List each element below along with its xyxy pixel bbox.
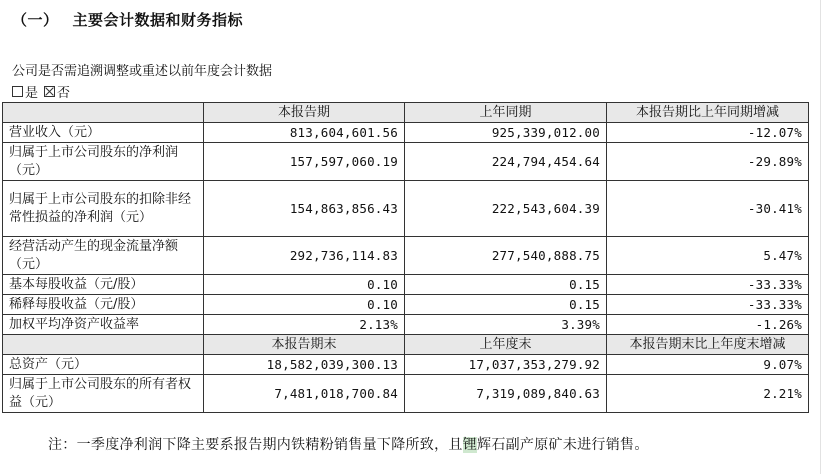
current-value: 7,481,018,700.84	[204, 375, 405, 413]
row-label: 稀释每股收益（元/股）	[3, 295, 204, 315]
table-row	[3, 181, 809, 237]
change-value: -1.26%	[607, 315, 809, 335]
change-value: 5.47%	[607, 237, 809, 275]
header-cell: 本报告期比上年同期增减	[607, 103, 809, 123]
table-subheader-row	[3, 335, 809, 355]
previous-value: 925,339,012.00	[405, 123, 607, 143]
previous-value: 222,543,604.39	[405, 181, 607, 237]
change-value: -33.33%	[607, 295, 809, 315]
row-label: 归属于上市公司股东的净利润（元）	[3, 143, 204, 181]
financial-data-table	[2, 102, 809, 413]
change-value: 9.07%	[607, 355, 809, 375]
section-heading: 主要会计数据和财务指标	[72, 11, 244, 29]
header-cell: 本报告期	[204, 103, 405, 123]
header-cell	[3, 103, 204, 123]
row-label: 归属于上市公司股东的所有者权益（元）	[3, 375, 204, 413]
previous-value: 0.15	[405, 275, 607, 295]
previous-value: 7,319,089,840.63	[405, 375, 607, 413]
section-number: （一）	[12, 11, 59, 29]
previous-value: 224,794,454.64	[405, 143, 607, 181]
row-label: 归属于上市公司股东的扣除非经常性损益的净利润（元）	[3, 181, 204, 237]
current-value: 2.13%	[204, 315, 405, 335]
table-row	[3, 237, 809, 275]
previous-value: 0.15	[405, 295, 607, 315]
change-value: -29.89%	[607, 143, 809, 181]
row-label: 营业收入（元）	[3, 123, 204, 143]
table-row	[3, 315, 809, 335]
section-title	[12, 9, 243, 30]
row-label: 总资产（元）	[3, 355, 204, 375]
row-label: 加权平均净资产收益率	[3, 315, 204, 335]
row-label: 基本每股收益（元/股）	[3, 275, 204, 295]
choice-no-label: 否	[57, 86, 71, 101]
choice-yes[interactable]	[12, 82, 38, 101]
restatement-question: 公司是否需追溯调整或重述以前年度会计数据	[12, 64, 273, 79]
table-row	[3, 375, 809, 413]
current-value: 813,604,601.56	[204, 123, 405, 143]
footnote-text-end: 辉石副产原矿未进行销售。	[477, 437, 649, 453]
footnote-text-start: 注：一季度净利润下降主要系报告期内铁精粉销售量下降所致，且	[48, 437, 463, 453]
current-value: 18,582,039,300.13	[204, 355, 405, 375]
table-row	[3, 123, 809, 143]
table-row	[3, 355, 809, 375]
footnote	[48, 434, 649, 454]
change-value: -12.07%	[607, 123, 809, 143]
checked-checkbox-icon[interactable]	[44, 86, 55, 97]
highlighted-character[interactable]: 锂	[462, 437, 478, 453]
unchecked-checkbox-icon[interactable]	[12, 86, 23, 97]
table-row	[3, 143, 809, 181]
change-value: -33.33%	[607, 275, 809, 295]
header-cell	[3, 335, 204, 355]
choice-yes-label: 是	[25, 86, 39, 101]
choice-no[interactable]	[44, 82, 70, 101]
previous-value: 3.39%	[405, 315, 607, 335]
change-value: -30.41%	[607, 181, 809, 237]
header-cell: 本报告期末	[204, 335, 405, 355]
previous-value: 17,037,353,279.92	[405, 355, 607, 375]
header-cell: 上年同期	[405, 103, 607, 123]
table-row	[3, 295, 809, 315]
current-value: 157,597,060.19	[204, 143, 405, 181]
current-value: 154,863,856.43	[204, 181, 405, 237]
table-header-row	[3, 103, 809, 123]
page-edge-divider	[820, 0, 821, 474]
current-value: 0.10	[204, 295, 405, 315]
row-label: 经营活动产生的现金流量净额（元）	[3, 237, 204, 275]
current-value: 0.10	[204, 275, 405, 295]
previous-value: 277,540,888.75	[405, 237, 607, 275]
change-value: 2.21%	[607, 375, 809, 413]
header-cell: 上年度末	[405, 335, 607, 355]
header-cell: 本报告期末比上年度末增减	[607, 335, 809, 355]
current-value: 292,736,114.83	[204, 237, 405, 275]
restatement-choices	[12, 82, 76, 101]
table-row	[3, 275, 809, 295]
